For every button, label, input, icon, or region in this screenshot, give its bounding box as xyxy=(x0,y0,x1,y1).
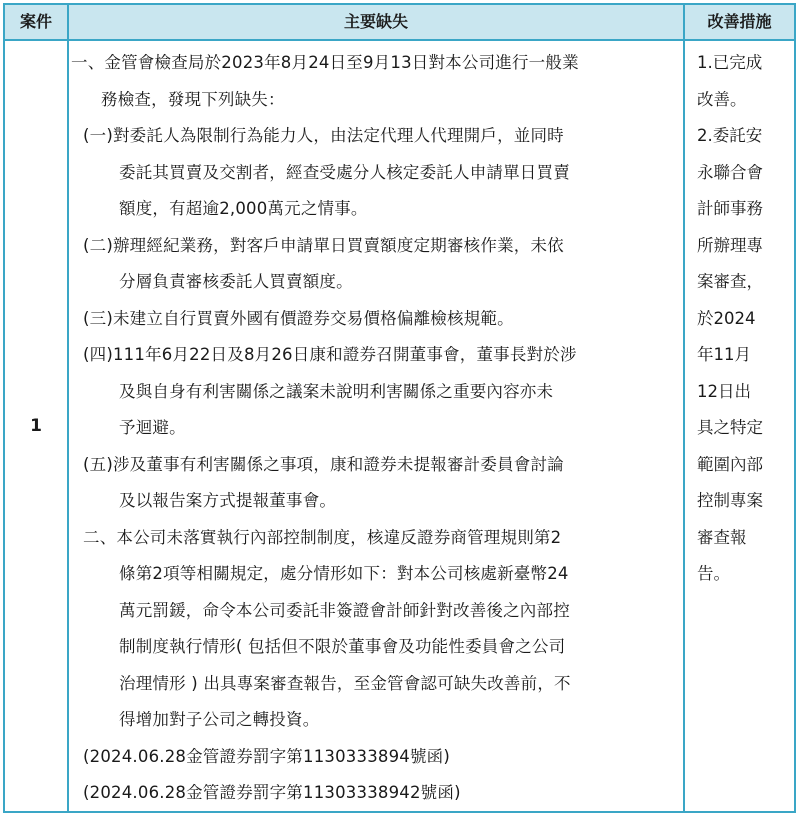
improvement-text xyxy=(691,45,791,593)
header-improvement: 改善措施 xyxy=(707,12,772,31)
text-line: 二、本公司未落實執行內部控制制度，核違反證券商管理規則第2 xyxy=(83,527,562,547)
text-line: 2.委託安 xyxy=(697,126,763,145)
table-header xyxy=(5,5,794,41)
text-line: 所辦理專 xyxy=(697,235,763,255)
text-line: 年11月 xyxy=(697,345,751,364)
reference-line: (2024.06.28金管證券罰字第11303338942號函) xyxy=(83,783,461,802)
text-line: 額度，有超逾2,000萬元之情事。 xyxy=(119,199,368,218)
text-line: 審查報 xyxy=(697,527,747,547)
text-line: 具之特定 xyxy=(697,418,763,437)
text-line: (四)111年6月22日及8月26日康和證券召開董事會，董事長對於涉 xyxy=(83,345,577,364)
text-line: 範圍內部 xyxy=(697,454,763,474)
text-line: 告。 xyxy=(697,564,730,583)
text-line: (二)辦理經紀業務，對客戶申請單日買賣額度定期審核作業，未依 xyxy=(83,235,564,255)
text-line: 得增加對子公司之轉投資。 xyxy=(119,710,320,729)
text-line: 條第2項等相關規定，處分情形如下：對本公司核處新臺幣24 xyxy=(119,564,569,583)
text-line: 分層負責審核委託人買賣額度。 xyxy=(119,272,353,291)
header-main-deficiency: 主要缺失 xyxy=(343,12,408,31)
deficiency-table xyxy=(3,3,796,813)
text-line: 12日出 xyxy=(697,381,751,401)
reference-line: (2024.06.28金管證券罰字第1130333894號函) xyxy=(83,746,451,766)
text-line: 1.已完成 xyxy=(697,53,763,72)
column-divider xyxy=(67,5,69,811)
text-line: 計師事務 xyxy=(697,199,763,218)
text-line: 予迴避。 xyxy=(119,418,186,437)
text-line: (一)對委託人為限制行為能力人，由法定代理人代理開戶，並同時 xyxy=(83,126,564,145)
text-line: 控制專案 xyxy=(697,491,763,510)
main-deficiency-text xyxy=(71,45,683,812)
text-line: 於2024 xyxy=(697,308,756,328)
text-line: 及與自身有利害關係之議案未說明利害關係之重要內容亦未 xyxy=(119,381,554,401)
text-line: (五)涉及董事有利害關係之事項，康和證券未提報審計委員會討論 xyxy=(83,454,564,474)
column-divider xyxy=(683,5,685,811)
text-line: 務檢查，發現下列缺失： xyxy=(101,89,285,109)
text-line: 萬元罰鍰，命令本公司委託非簽證會計師針對改善後之內部控 xyxy=(119,600,570,620)
text-line: 案審查， xyxy=(697,272,763,291)
text-line: (三)未建立自行買賣外國有價證券交易價格偏離檢核規範。 xyxy=(83,308,514,328)
text-line: 及以報告案方式提報董事會。 xyxy=(119,491,337,510)
text-line: 制制度執行情形( 包括但不限於董事會及功能性委員會之公司 xyxy=(119,637,566,656)
text-line: 永聯合會 xyxy=(697,162,763,182)
text-line: 改善。 xyxy=(697,89,747,109)
text-line: 委託其買賣及交割者，經查受處分人核定委託人申請單日買賣 xyxy=(119,162,570,182)
header-case: 案件 xyxy=(19,12,52,31)
case-number: 1 xyxy=(30,416,42,436)
text-line: 治理情形 ) 出具專案審查報告，至金管會認可缺失改善前，不 xyxy=(119,673,571,693)
text-line: 一、金管會檢查局於2023年8月24日至9月13日對本公司進行一般業 xyxy=(71,53,579,72)
